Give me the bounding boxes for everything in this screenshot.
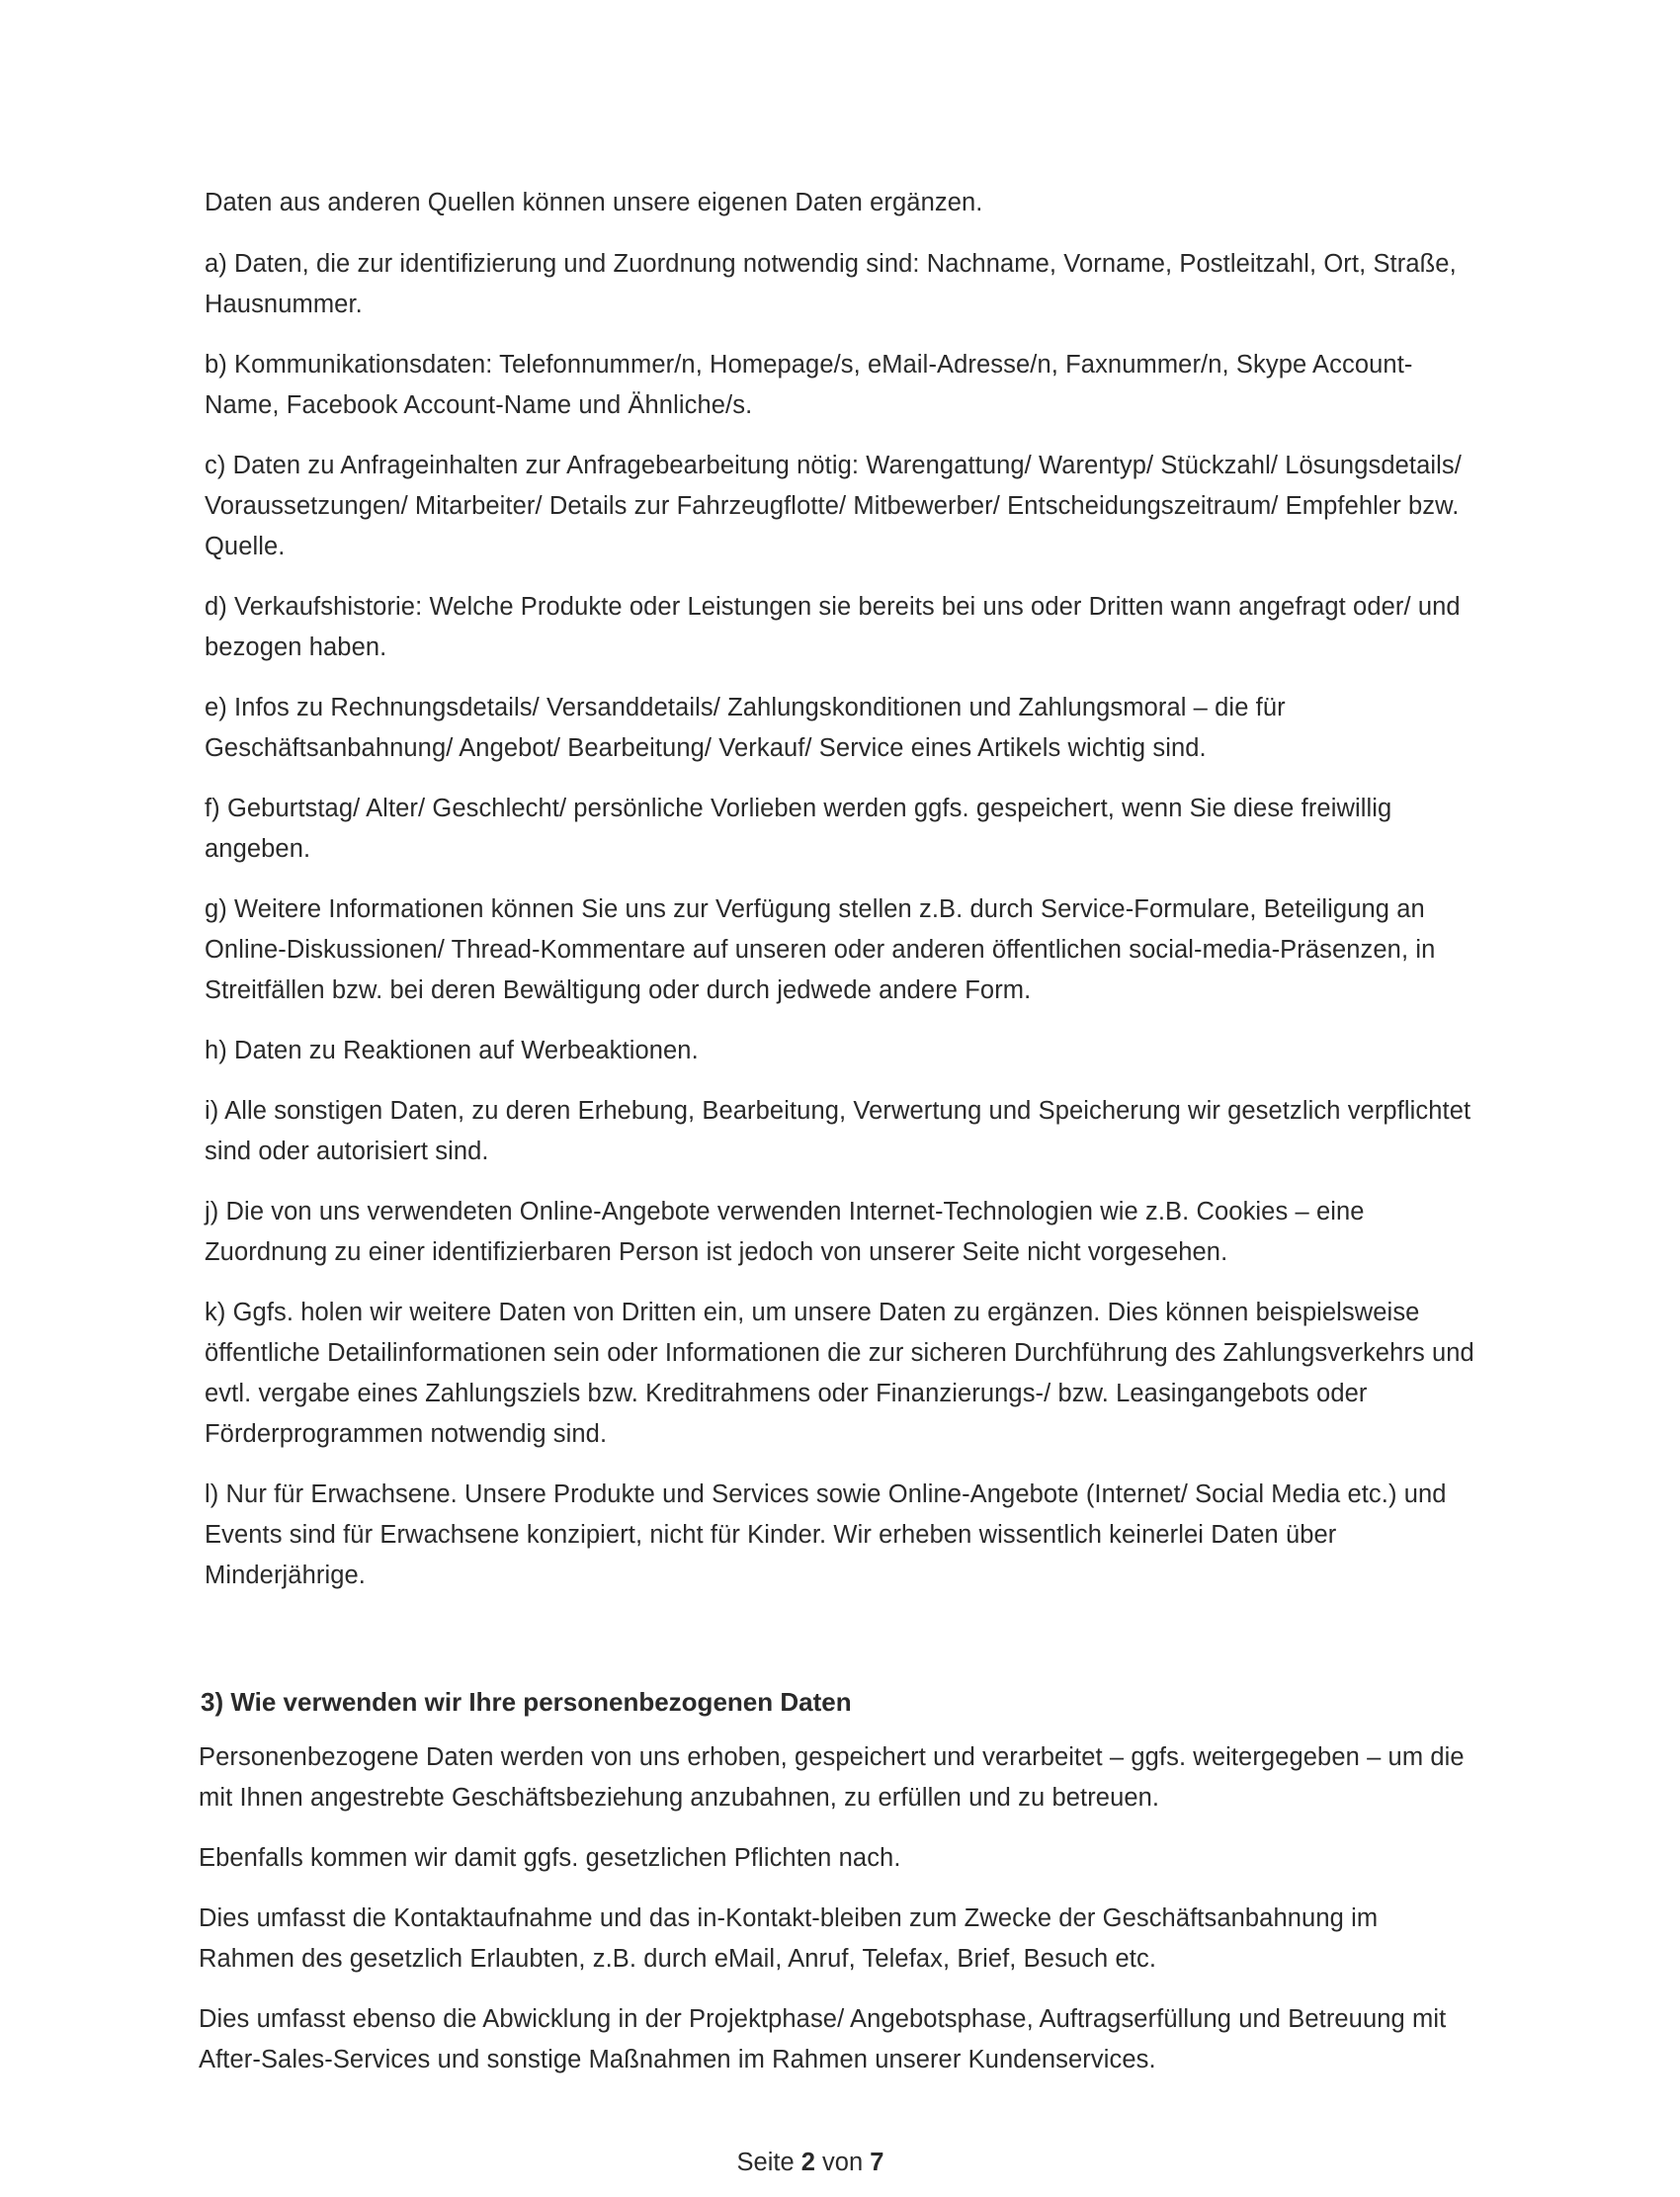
- list-item-l: l) Nur für Erwachsene. Unsere Produkte und Services sowie Online-Angebote (Internet/ Social Media etc.) und Events sind für Erwachsene konzipiert, nicht für Kinder. Wir erheben wissentlich keinerlei Daten über Minderjährige.: [205, 1480, 1447, 1589]
- list-item-j: j) Die von uns verwendeten Online-Angebote verwenden Internet-Technologien wie z.B. Cookies – eine Zuordnung zu einer identifizierbaren Person ist jedoch von unserer Seite nicht vorgesehen.: [205, 1198, 1365, 1266]
- footer-prefix: Seite: [736, 2149, 795, 2176]
- list-item-c: c) Daten zu Anfrageinhalten zur Anfragebearbeitung nötig: Warengattung/ Warentyp/ Stückzahl/ Lösungsdetails/ Voraussetzungen/ Mitarbeiter/ Details zur Fahrzeugflotte/ Mitbewerber/ Entscheidungszeitraum/ Empfehler bzw. Quelle.: [205, 452, 1462, 560]
- list-item-i: i) Alle sonstigen Daten, zu deren Erhebung, Bearbeitung, Verwertung und Speicherung wir gesetzlich verpflichtet sind oder autorisiert sind.: [205, 1097, 1471, 1165]
- list-item-h: h) Daten zu Reaktionen auf Werbeaktionen.: [205, 1037, 699, 1064]
- page-footer: [0, 2147, 1621, 2178]
- section-3: [199, 1682, 1479, 2080]
- footer-page-number: 2: [800, 2149, 815, 2176]
- footer-middle: von: [822, 2149, 864, 2176]
- document-body: [199, 183, 1479, 2100]
- list-item-d: d) Verkaufshistorie: Welche Produkte oder Leistungen sie bereits bei uns oder Dritten wann angefragt oder/ und bezogen haben.: [205, 593, 1461, 661]
- section-3-paragraph-1: Personenbezogene Daten werden von uns erhoben, gespeichert und verarbeitet – ggfs. weitergegeben – um die mit Ihnen angestrebte Geschäftsbeziehung anzubahnen, zu erfüllen und zu betreuen.: [199, 1743, 1465, 1812]
- list-item-e: e) Infos zu Rechnungsdetails/ Versanddetails/ Zahlungskonditionen und Zahlungsmoral – die für Geschäftsanbahnung/ Angebot/ Bearbeitung/ Verkauf/ Service eines Artikels wichtig sind.: [205, 694, 1286, 762]
- section-3-paragraph-4: Dies umfasst ebenso die Abwicklung in der Projektphase/ Angebotsphase, Auftragserfüllung und Betreuung mit After-Sales-Services und sonstige Maßnahmen im Rahmen unserer Kundenservices.: [199, 2005, 1447, 2073]
- section-3-paragraph-2: Ebenfalls kommen wir damit ggfs. gesetzlichen Pflichten nach.: [199, 1844, 901, 1872]
- list-item-b: b) Kommunikationsdaten: Telefonnummer/n, Homepage/s, eMail-Adresse/n, Faxnummer/n, Skype Account-Name, Facebook Account-Name und Ähnliche/s.: [205, 351, 1413, 419]
- list-item-a: a) Daten, die zur identifizierung und Zuordnung notwendig sind: Nachname, Vorname, Postleitzahl, Ort, Straße, Hausnummer.: [205, 250, 1457, 318]
- section-3-paragraph-3: Dies umfasst die Kontaktaufnahme und das in-Kontakt-bleiben zum Zwecke der Geschäftsanbahnung im Rahmen des gesetzlich Erlaubten, z.B. durch eMail, Anruf, Telefax, Brief, Besuch etc.: [199, 1904, 1379, 1973]
- list-item-k: k) Ggfs. holen wir weitere Daten von Dritten ein, um unsere Daten zu ergänzen. Dies können beispielsweise öffentliche Detailinformationen sein oder Informationen die zur sicheren Durchführung des Zahlungsverkehrs und evtl. vergabe eines Zahlungsziels bzw. Kreditrahmens oder Finanzierungs-/ bzw. Leasingangebots oder Förderprogrammen notwendig sind.: [205, 1299, 1474, 1448]
- list-item-g: g) Weitere Informationen können Sie uns zur Verfügung stellen z.B. durch Service-Formulare, Beteiligung an Online-Diskussionen/ Thread-Kommentare auf unseren oder anderen öffentlichen social-media-Präsenzen, in Streitfällen bzw. bei deren Bewältigung oder durch jedwede andere Form.: [205, 895, 1436, 1004]
- footer-total-pages: 7: [870, 2149, 884, 2176]
- intro-paragraph: Daten aus anderen Quellen können unsere eigenen Daten ergänzen.: [205, 189, 983, 216]
- section-3-heading: 3) Wie verwenden wir Ihre personenbezogenen Daten: [201, 1687, 852, 1717]
- list-item-f: f) Geburtstag/ Alter/ Geschlecht/ persönliche Vorlieben werden ggfs. gespeichert, wenn Sie diese freiwillig angeben.: [205, 795, 1392, 863]
